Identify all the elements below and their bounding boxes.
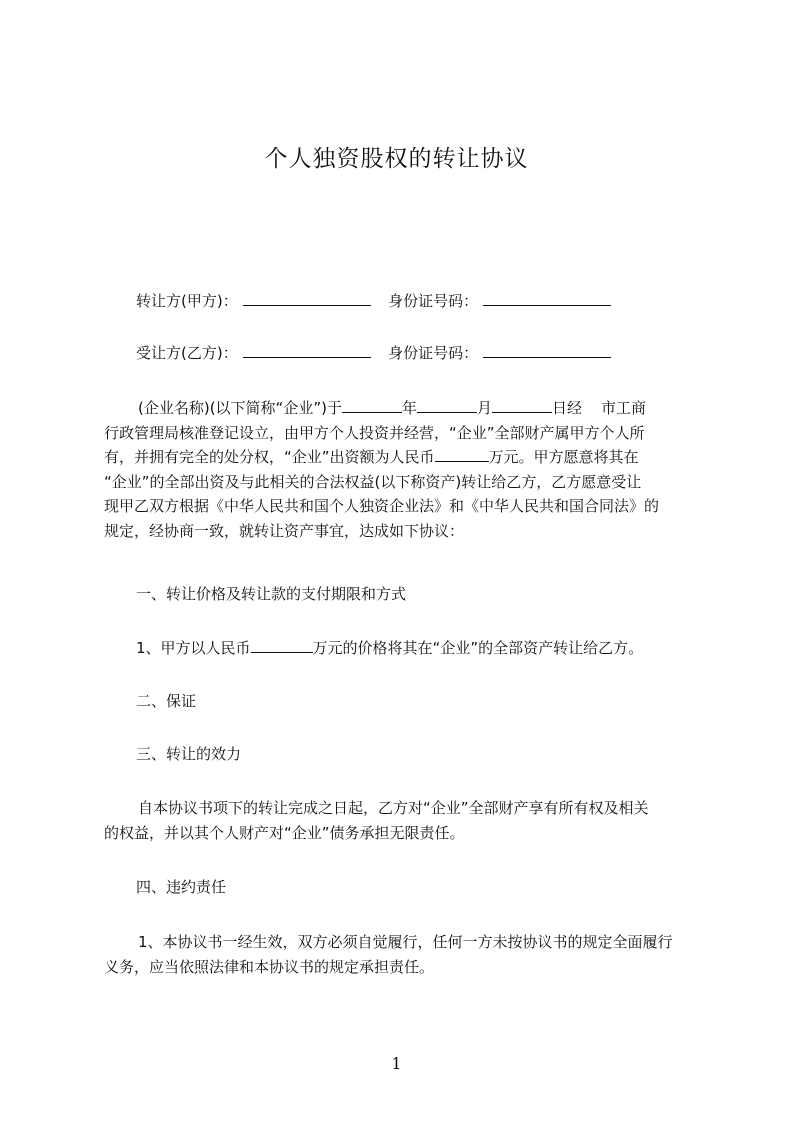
- section-4-row-2: 义务，应当依照法律和本协议书的规定承担责任。: [104, 957, 435, 976]
- section-4-heading: 四、违约责任: [136, 878, 227, 896]
- section-3-paragraph: [104, 796, 708, 845]
- intro-row-4: “企业”的全部出资及与此相关的合法权益(以下称资产)转让给乙方，乙方愿意受让: [104, 472, 642, 491]
- section-2-heading: 二、保证: [136, 692, 197, 710]
- section-3-row-1: 自本协议书项下的转让完成之日起，乙方对“企业”全部财产享有所有权及相关: [138, 799, 649, 817]
- section-3-heading: 三、转让的效力: [136, 745, 242, 763]
- transferor-line: [136, 290, 611, 312]
- document-title: 个人独资股权的转让协议: [264, 146, 529, 172]
- transferee-id-label: 身份证号码：: [388, 344, 479, 362]
- intro-paragraph: [104, 396, 708, 544]
- date-year-blank: [342, 398, 402, 413]
- intro-row-6: 规定，经协商一致，就转让资产事宜，达成如下协议：: [104, 521, 465, 540]
- price-amount-blank: [251, 638, 313, 653]
- transferee-name-blank: [243, 343, 371, 358]
- section-3-row-2: 的权益，并以其个人财产对“企业”债务承担无限责任。: [104, 823, 465, 842]
- page-number: 1: [391, 1054, 402, 1073]
- date-day-blank: [492, 398, 552, 413]
- transferee-label: 受让方(乙方)：: [136, 344, 238, 362]
- transferee-line: [136, 342, 611, 364]
- date-month-blank: [417, 398, 477, 413]
- transferor-id-label: 身份证号码：: [388, 292, 479, 310]
- section-1-item-1: 1、甲方以人民币 万元的价格将其在“企业”的全部资产转让给乙方。: [136, 639, 644, 657]
- capital-amount-blank: [435, 447, 489, 462]
- transferee-id-blank: [483, 343, 611, 358]
- section-4-row-1: 1、本协议书一经生效，双方必须自觉履行，任何一方未按协议书的规定全面履行: [138, 933, 673, 951]
- transferor-label: 转让方(甲方)：: [136, 292, 238, 310]
- transferor-id-blank: [483, 291, 611, 306]
- section-1-heading: 一、转让价格及转让款的支付期限和方式: [136, 585, 407, 603]
- intro-row-5: 现甲乙双方根据《中华人民共和国个人独资企业法》和《中华人民共和国合同法》的: [104, 497, 660, 516]
- intro-row-1: (企业名称)(以下简称“企业”)于 年 月 日经 市工商: [138, 399, 647, 417]
- section-4-paragraph: [104, 930, 708, 979]
- intro-row-2: 行政管理局核准登记设立，由甲方个人投资并经营，“企业”全部财产属甲方个人所: [104, 423, 645, 442]
- intro-row-3: 有，并拥有完全的处分权，“企业”出资额为人民币 万元。甲方愿意将其在: [104, 448, 639, 467]
- transferor-name-blank: [243, 291, 371, 306]
